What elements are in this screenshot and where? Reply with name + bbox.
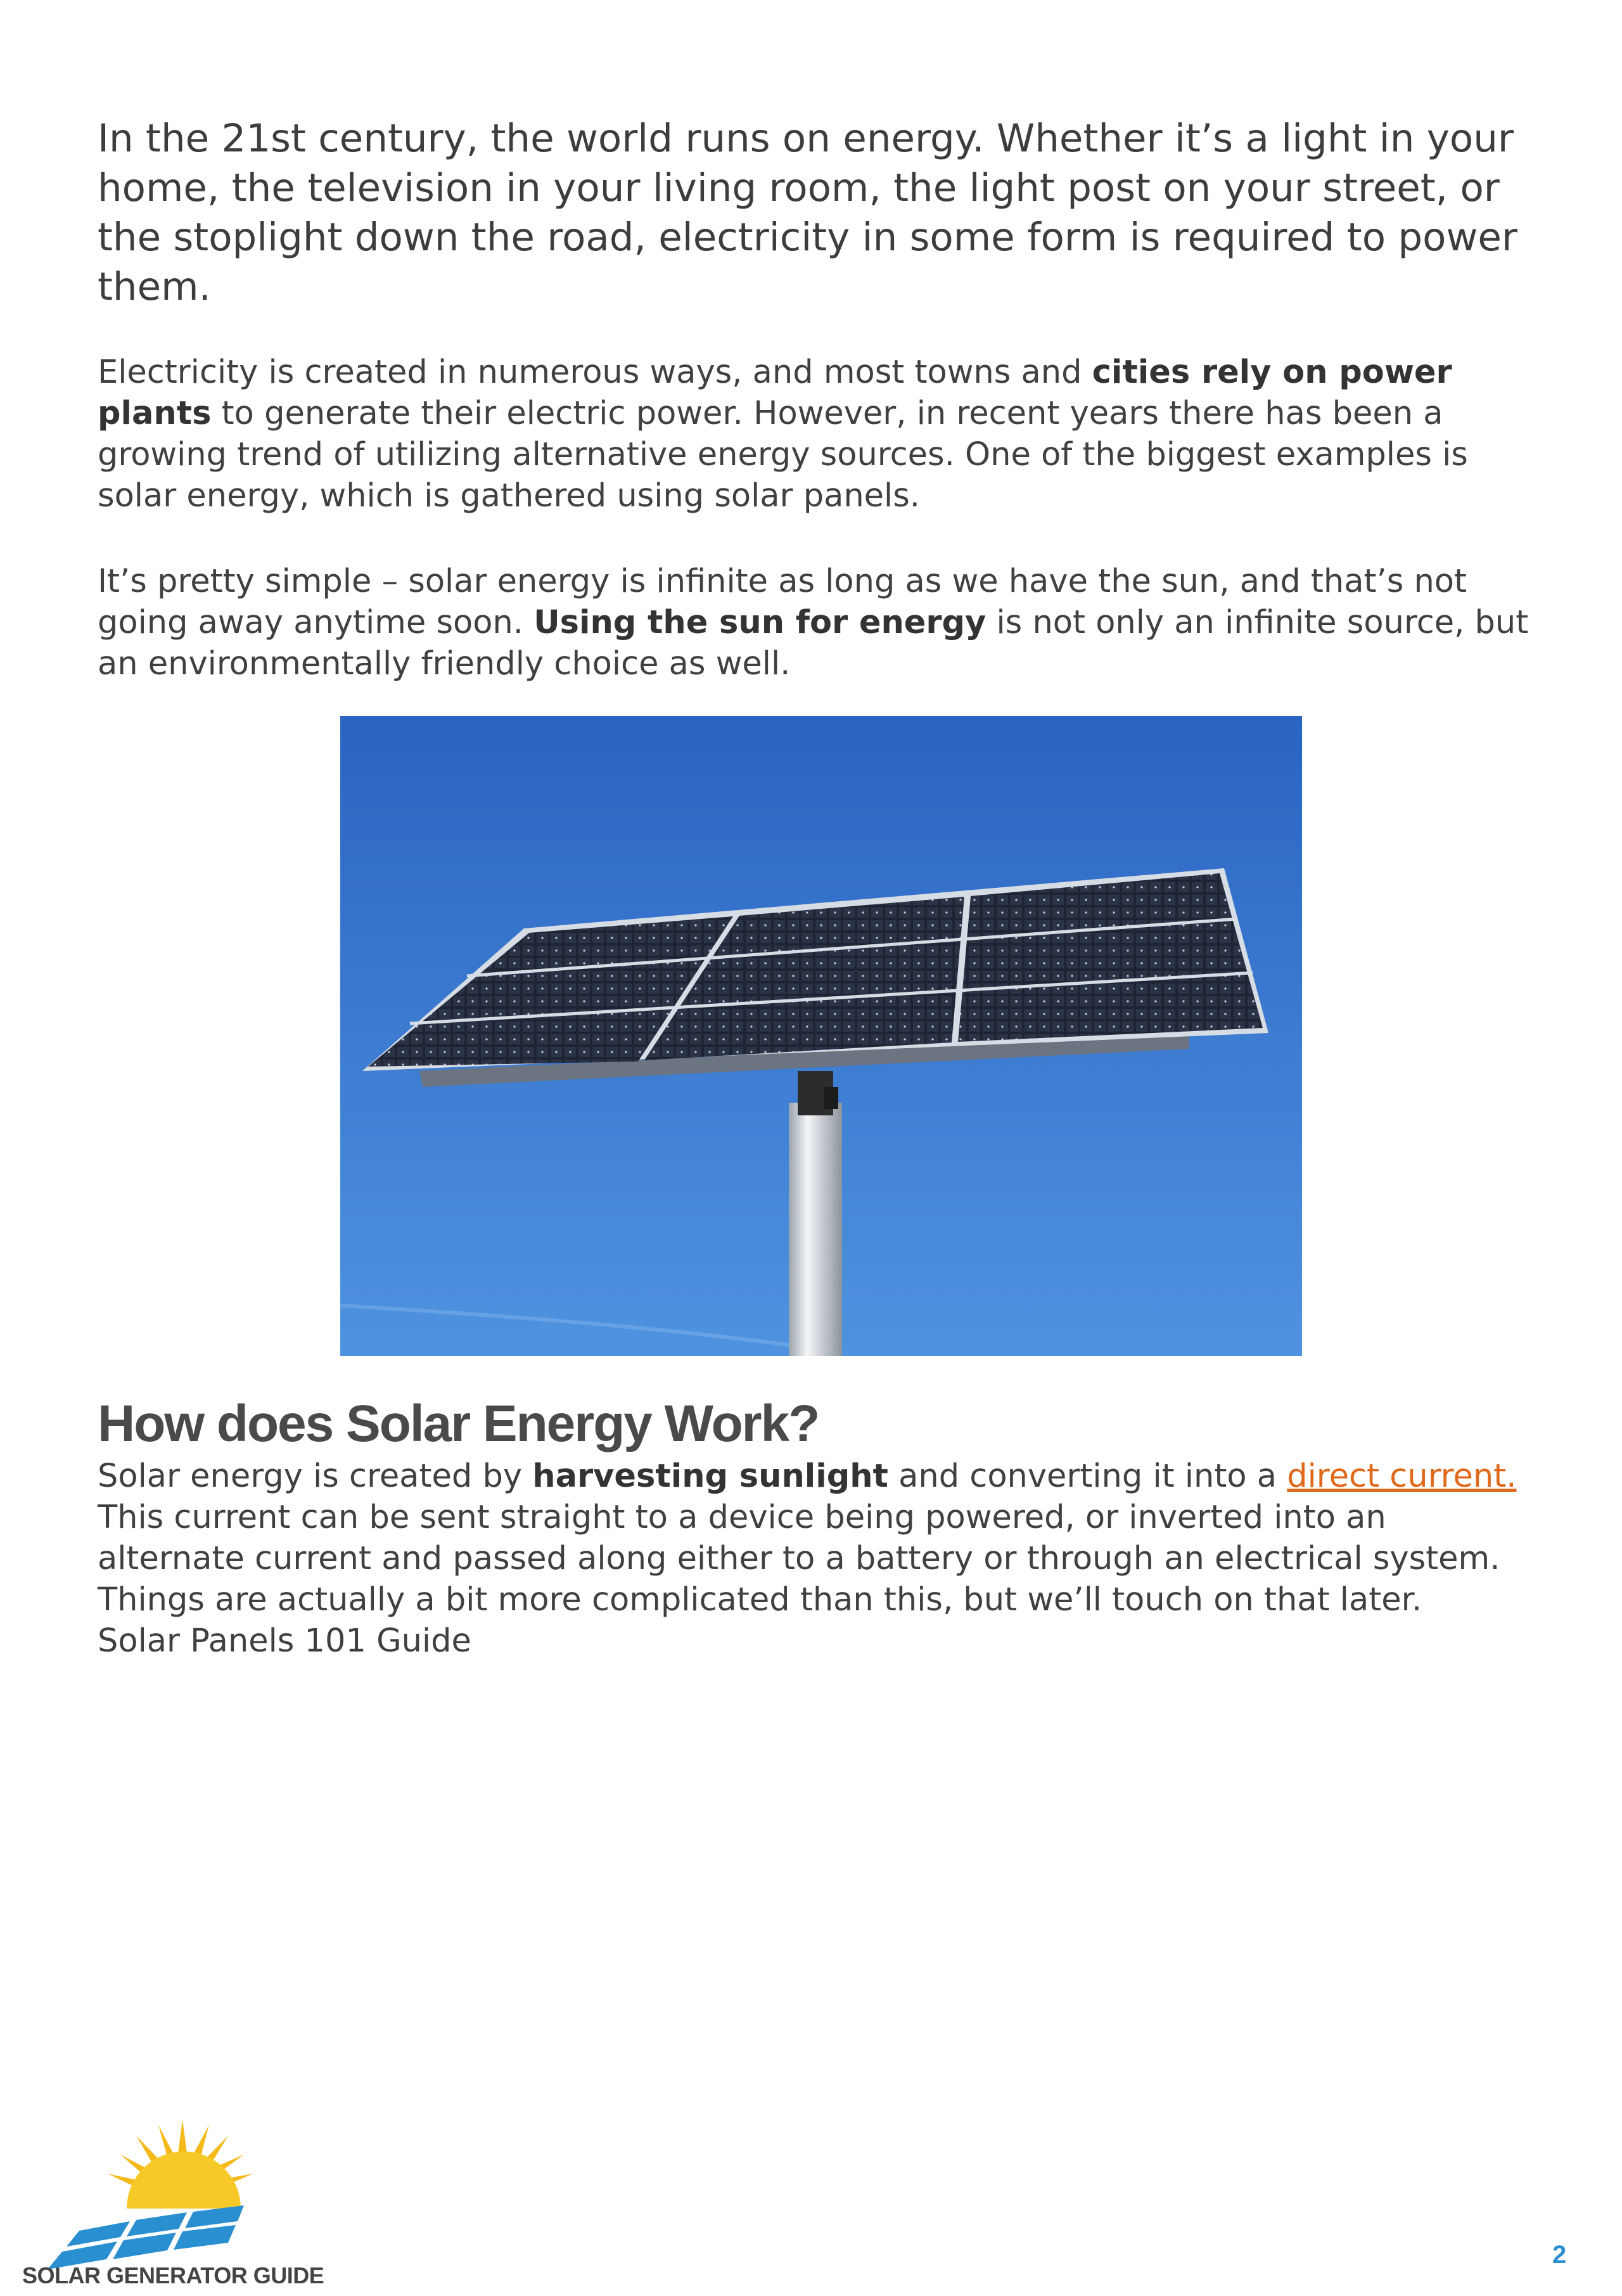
p2-bold-text: Using the sun for energy (533, 604, 987, 641)
p2-text-after: is not only an infinite source, but an environmentally friendly choice as well. (98, 604, 1529, 683)
p1-text-before: Electricity is created in numerous ways, and most towns and (98, 354, 1092, 391)
section-heading: How does Solar Energy Work? (98, 1395, 819, 1453)
p1-text-after: to generate their electric power. However, in recent years there has been a growing trend of utilizing alternative energy sources. One of the biggest examples is solar energy, which is gathered using solar panels. (98, 395, 1468, 515)
solar-panel-photo (340, 716, 1302, 1356)
page-number: 2 (1552, 2241, 1567, 2269)
p3-bold-text: harvesting sunlight (532, 1458, 888, 1495)
paragraph-simple (98, 561, 1536, 684)
p3-text-before: Solar energy is created by (98, 1458, 533, 1495)
solar-panel-image (340, 716, 1302, 1356)
p2-text-before: It’s pretty simple – solar energy is infinite as long as we have the sun, and that’s not going away anytime soon. (98, 563, 1467, 641)
paragraph-electricity (98, 352, 1536, 516)
paragraph-how-it-works (98, 1456, 1536, 1662)
direct-current-link[interactable]: direct current. (1287, 1458, 1517, 1495)
guide-caption: Solar Panels 101 Guide (98, 1622, 471, 1660)
p3-text-after: This current can be sent straight to a device being powered, or inverted into an alternate current and passed along either to a battery or through an electrical system. Things are actually a bit more complicated than this, but we’ll touch on that later. (98, 1499, 1500, 1619)
p3-text-middle: and converting it into a (888, 1458, 1287, 1495)
brand-name: SOLAR GENERATOR GUIDE (22, 2262, 324, 2288)
p1-bold-text: cities rely on power plants (98, 354, 1452, 432)
intro-paragraph: In the 21st century, the world runs on energy. Whether it’s a light in your home, the television in your living room, the light post on your street, or the stoplight down the road, electricity in some form is required to power them. (98, 116, 1517, 309)
